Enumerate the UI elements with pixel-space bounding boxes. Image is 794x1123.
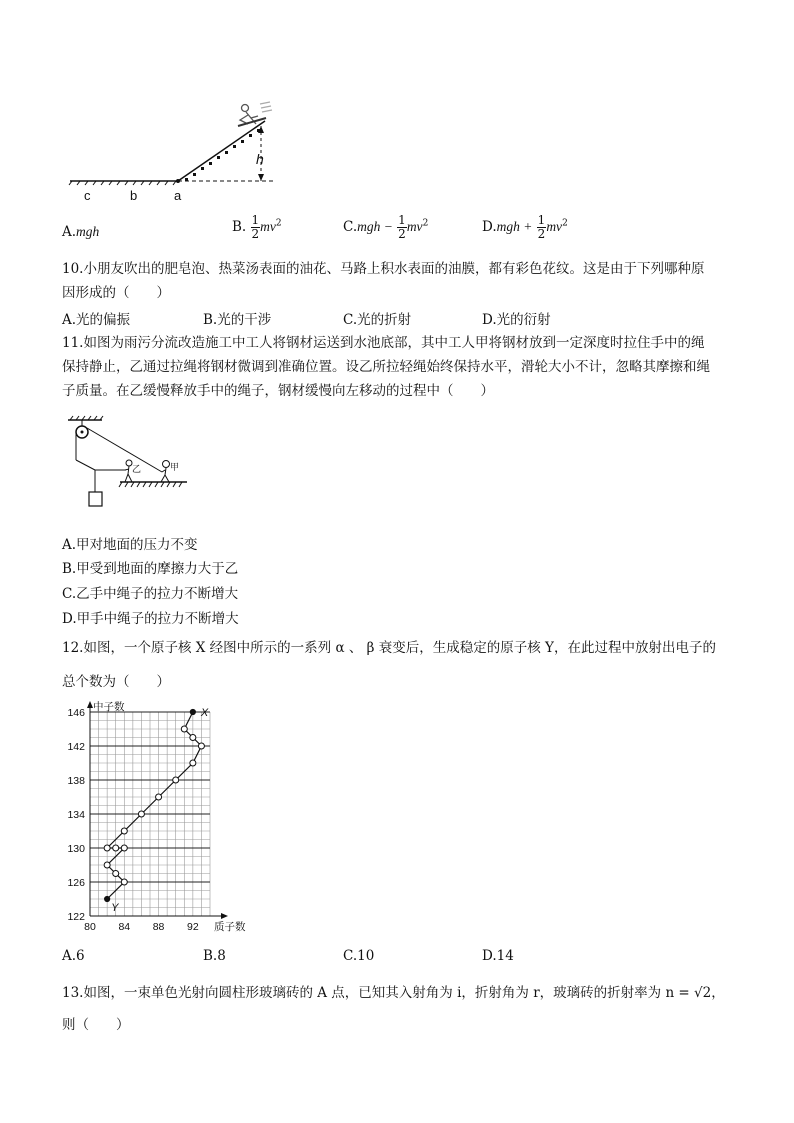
x-tick-label: 92 [187,921,199,933]
decay-point [156,794,162,800]
q11-stem-line3: 子质量。在乙缓慢释放手中的绳子，钢材缓慢向左移动的过程中（ ） [62,383,494,399]
decay-point [138,811,144,817]
q9-figure [60,96,290,206]
q9-label-a: a [174,188,182,203]
q11-stem-line1: 11.如图为雨污分流改造施工中工人将钢材运送到水池底部，其中工人甲将钢材放到一定深度时拉住手中的绳 [62,335,705,351]
decay-point [113,871,119,877]
decay-point [104,845,110,851]
q13-stem-line2: 则（ ） [62,1017,130,1033]
q9-option-c[interactable]: C.mgh − $\frac{1}{2}$ $mv^2$ [343,213,429,241]
q11-label-yi: 乙 [132,464,142,474]
q10-option-b[interactable]: B.光的干涉 [203,312,272,328]
decay-point [105,896,110,901]
q9-option-a[interactable]: A.mgh [62,224,100,240]
q9-option-d[interactable]: D.mgh + $\frac{1}{2}$ $mv^2$ [482,213,568,241]
decay-point [181,726,187,732]
y-tick-label: 134 [67,809,85,821]
q10-option-c[interactable]: C.光的折射 [343,312,412,328]
x-axis-label: 质子数 [214,921,246,933]
decay-point [113,845,119,851]
decay-point [190,760,196,766]
y-tick-label: 142 [67,741,85,753]
x-tick-label: 88 [152,921,165,933]
q11-figure [62,412,202,514]
nucleus-x-label: X [200,707,209,719]
q10-stem-line1: 10.小朋友吹出的肥皂泡、热菜汤表面的油花、马路上积水表面的油膜，都有彩色花纹。这是由于下列哪种原 [62,261,705,277]
q11-label-jia: 甲 [170,462,180,472]
decay-chart [60,700,260,938]
decay-point [121,845,127,851]
y-tick-label: 122 [67,911,85,923]
y-tick-label: 130 [67,843,85,855]
q10-option-a[interactable]: A.光的偏振 [62,312,131,328]
q9-option-b[interactable]: B. $\frac{1}{2}$ $mv^2$ [232,213,282,241]
y-tick-label: 138 [67,775,85,787]
x-tick-label: 80 [84,921,96,933]
q11-option-a[interactable]: A.甲对地面的压力不变 [62,537,198,553]
q12-stem-line1: 12.如图，一个原子核 X 经图中所示的一系列 α 、 β 衰变后，生成稳定的原子核 Y，在此过程中放射出电子的 [62,640,716,656]
q11-option-c[interactable]: C.乙手中绳子的拉力不断增大 [62,586,239,602]
q13-stem-line1: 13.如图，一束单色光射向圆柱形玻璃砖的 A 点，已知其入射角为 i，折射角为 r，玻璃砖的折射率为 n = √2， [62,985,725,1001]
q12-option-d[interactable]: D.14 [482,948,514,964]
decay-point [190,709,195,714]
q9-label-b: b [130,188,138,203]
q12-stem-line2: 总个数为（ ） [62,674,170,690]
decay-point [198,743,204,749]
q12-option-a[interactable]: A.6 [62,948,85,964]
x-tick-label: 84 [118,921,131,933]
q11-stem-line2: 保持静止，乙通过拉绳将钢材微调到准确位置。设乙所拉轻绳始终保持水平，滑轮大小不计，忽略其摩擦和绳 [62,359,710,375]
decay-point [121,828,127,834]
q9-label-c: c [84,188,91,203]
y-tick-label: 146 [67,707,85,719]
q11-option-d[interactable]: D.甲手中绳子的拉力不断增大 [62,611,239,627]
worker-jia-icon [161,461,170,483]
x-axis-arrow [221,913,228,919]
y-axis-label: 中子数 [93,701,125,713]
decay-point [121,879,127,885]
q9-label-h: h [256,151,264,167]
worker-yi-icon [125,460,132,482]
nucleus-y-label: Y [111,902,119,914]
decay-point [104,862,110,868]
q12-option-b[interactable]: B.8 [203,948,226,964]
skier-icon [238,102,272,126]
q10-stem-line2: 因形成的（ ） [62,285,170,301]
decay-point [173,777,179,783]
q10-option-d[interactable]: D.光的衍射 [482,312,551,328]
q11-option-b[interactable]: B.甲受到地面的摩擦力大于乙 [62,561,239,577]
q12-option-c[interactable]: C.10 [343,948,375,964]
decay-point [190,735,196,741]
y-tick-label: 126 [67,877,85,889]
